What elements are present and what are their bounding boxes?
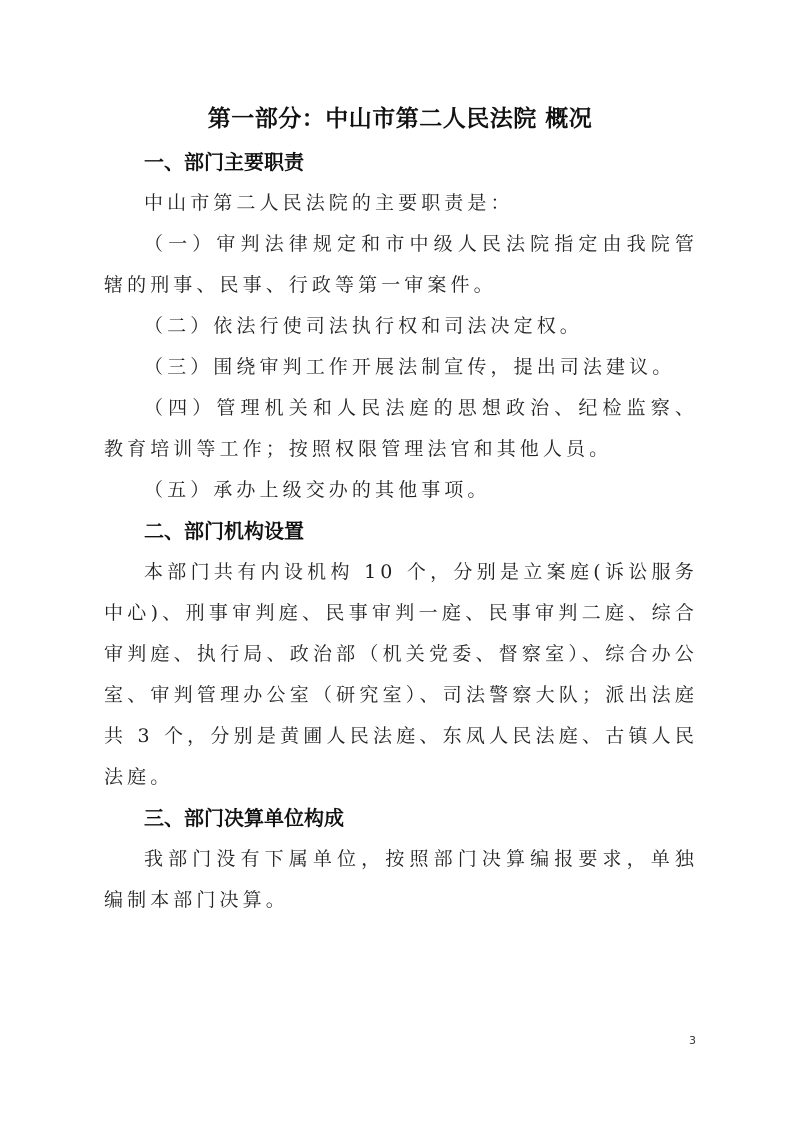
- paragraph: （三）围绕审判工作开展法制宣传，提出司法建议。: [144, 356, 676, 378]
- paragraph: （一）审判法律规定和市中级人民法院指定由我院管辖的刑事、民事、行政等第一审案件。: [104, 233, 698, 296]
- paragraph: 本部门共有内设机构 10 个，分别是立案庭(诉讼服务中心)、刑事审判庭、民事审判一庭、民事审判二庭、综合审判庭、执行局、政治部（机关党委、督察室）、综合办公室、审判管理办公室（研究室）、司法警察大队；派出法庭共 3 个，分别是黄圃人民法庭、东凤人民法庭、古镇人民法庭。: [104, 561, 698, 788]
- page-number: 3: [689, 1034, 696, 1047]
- section-organization: [104, 511, 698, 798]
- paragraph: （五）承办上级交办的其他事项。: [144, 479, 491, 501]
- paragraph: （四）管理机关和人民法庭的思想政治、纪检监察、教育培训等工作；按照权限管理法官和其他人员。: [104, 397, 698, 460]
- paragraph: 中山市第二人民法院的主要职责是：: [144, 192, 514, 214]
- paragraph: 我部门没有下属单位，按照部门决算编报要求，单独编制本部门决算。: [104, 848, 698, 911]
- section-heading: 一、部门主要职责: [144, 150, 304, 174]
- paragraph: （二）依法行使司法执行权和司法决定权。: [144, 315, 583, 337]
- section-heading: 二、部门机构设置: [144, 519, 304, 543]
- section-main-duties: [104, 142, 698, 511]
- section-heading: 三、部门决算单位构成: [144, 806, 344, 830]
- page-title: 第一部分：中山市第二人民法院 概况: [207, 106, 593, 132]
- document-body: [104, 142, 698, 921]
- section-budget-units: [104, 798, 698, 921]
